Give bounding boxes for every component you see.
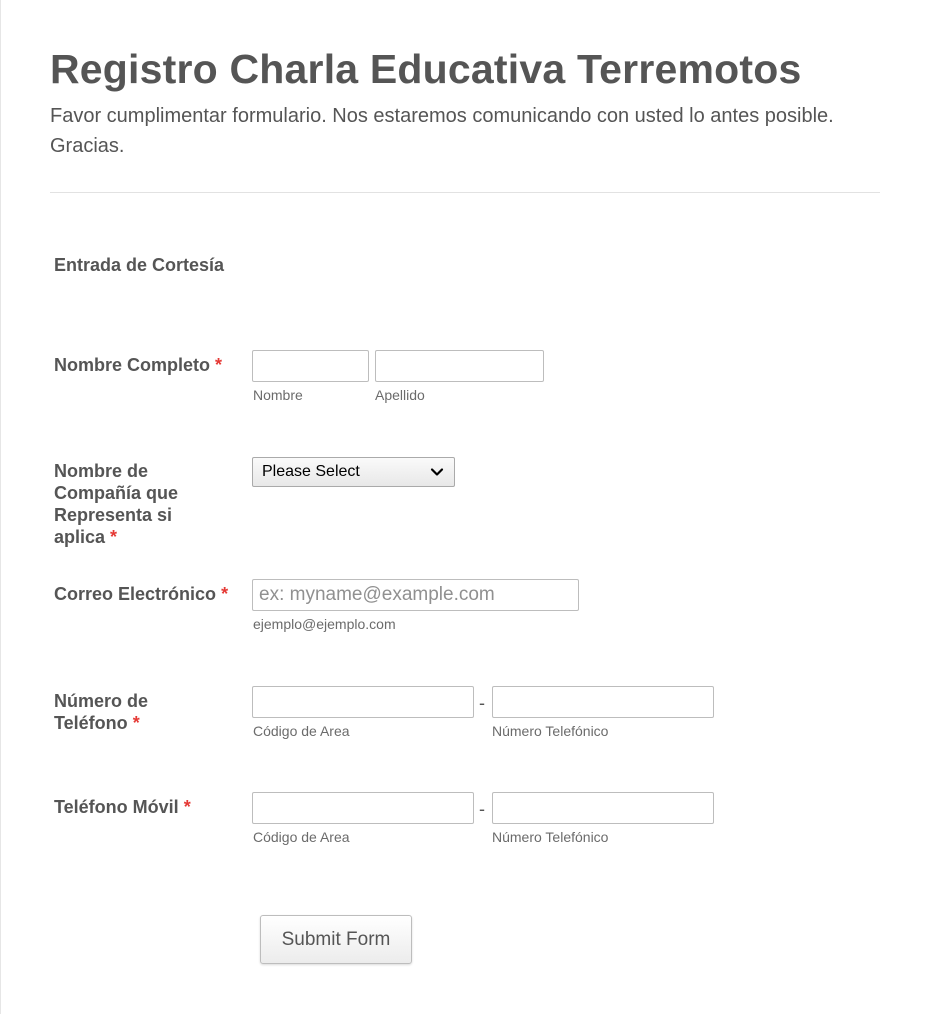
page-edge bbox=[0, 0, 1, 1014]
phone-area-sublabel: Código de Area bbox=[253, 723, 350, 739]
email-label bbox=[54, 583, 254, 605]
submit-button[interactable]: Submit Form bbox=[260, 915, 412, 964]
mobile-separator: - bbox=[479, 799, 485, 819]
mobile-label-text: Teléfono Móvil bbox=[54, 797, 179, 817]
form-subtitle: Favor cumplimentar formulario. Nos estaremos comunicando con usted lo antes posible. Gracias. bbox=[50, 105, 834, 157]
required-mark: * bbox=[215, 355, 223, 375]
phone-label-text: Número de Teléfono bbox=[54, 691, 149, 733]
last-name-sublabel: Apellido bbox=[375, 387, 425, 403]
header-divider bbox=[50, 192, 880, 193]
required-mark: * bbox=[132, 713, 140, 733]
first-name-sublabel: Nombre bbox=[253, 387, 303, 403]
required-mark: * bbox=[221, 584, 229, 604]
company-select[interactable] bbox=[252, 457, 455, 487]
mobile-area-sublabel: Código de Area bbox=[253, 829, 350, 845]
full-name-label-text: Nombre Completo bbox=[54, 355, 211, 375]
form-title: Registro Charla Educativa Terremotos bbox=[50, 46, 802, 92]
required-mark: * bbox=[110, 527, 118, 547]
required-mark: * bbox=[183, 797, 191, 817]
company-label bbox=[54, 460, 214, 548]
mobile-number-sublabel: Número Telefónico bbox=[492, 829, 609, 845]
section-heading: Entrada de Cortesía bbox=[54, 255, 225, 275]
email-sublabel: ejemplo@ejemplo.com bbox=[253, 616, 396, 632]
email-label-text: Correo Electrónico bbox=[54, 584, 217, 604]
chevron-down-icon bbox=[430, 465, 444, 479]
mobile-number-input[interactable] bbox=[492, 792, 714, 824]
mobile-label bbox=[54, 796, 244, 818]
phone-number-sublabel: Número Telefónico bbox=[492, 723, 609, 739]
company-select-value: Please Select bbox=[262, 463, 360, 480]
full-name-label bbox=[54, 354, 244, 376]
phone-separator: - bbox=[479, 693, 485, 713]
phone-number-input[interactable] bbox=[492, 686, 714, 718]
last-name-input[interactable] bbox=[375, 350, 544, 382]
company-label-text: Nombre de Compañía que Representa si aplica bbox=[54, 461, 179, 547]
phone-area-input[interactable] bbox=[252, 686, 474, 718]
mobile-area-input[interactable] bbox=[252, 792, 474, 824]
phone-label bbox=[54, 690, 204, 734]
first-name-input[interactable] bbox=[252, 350, 369, 382]
email-input[interactable] bbox=[252, 579, 579, 611]
